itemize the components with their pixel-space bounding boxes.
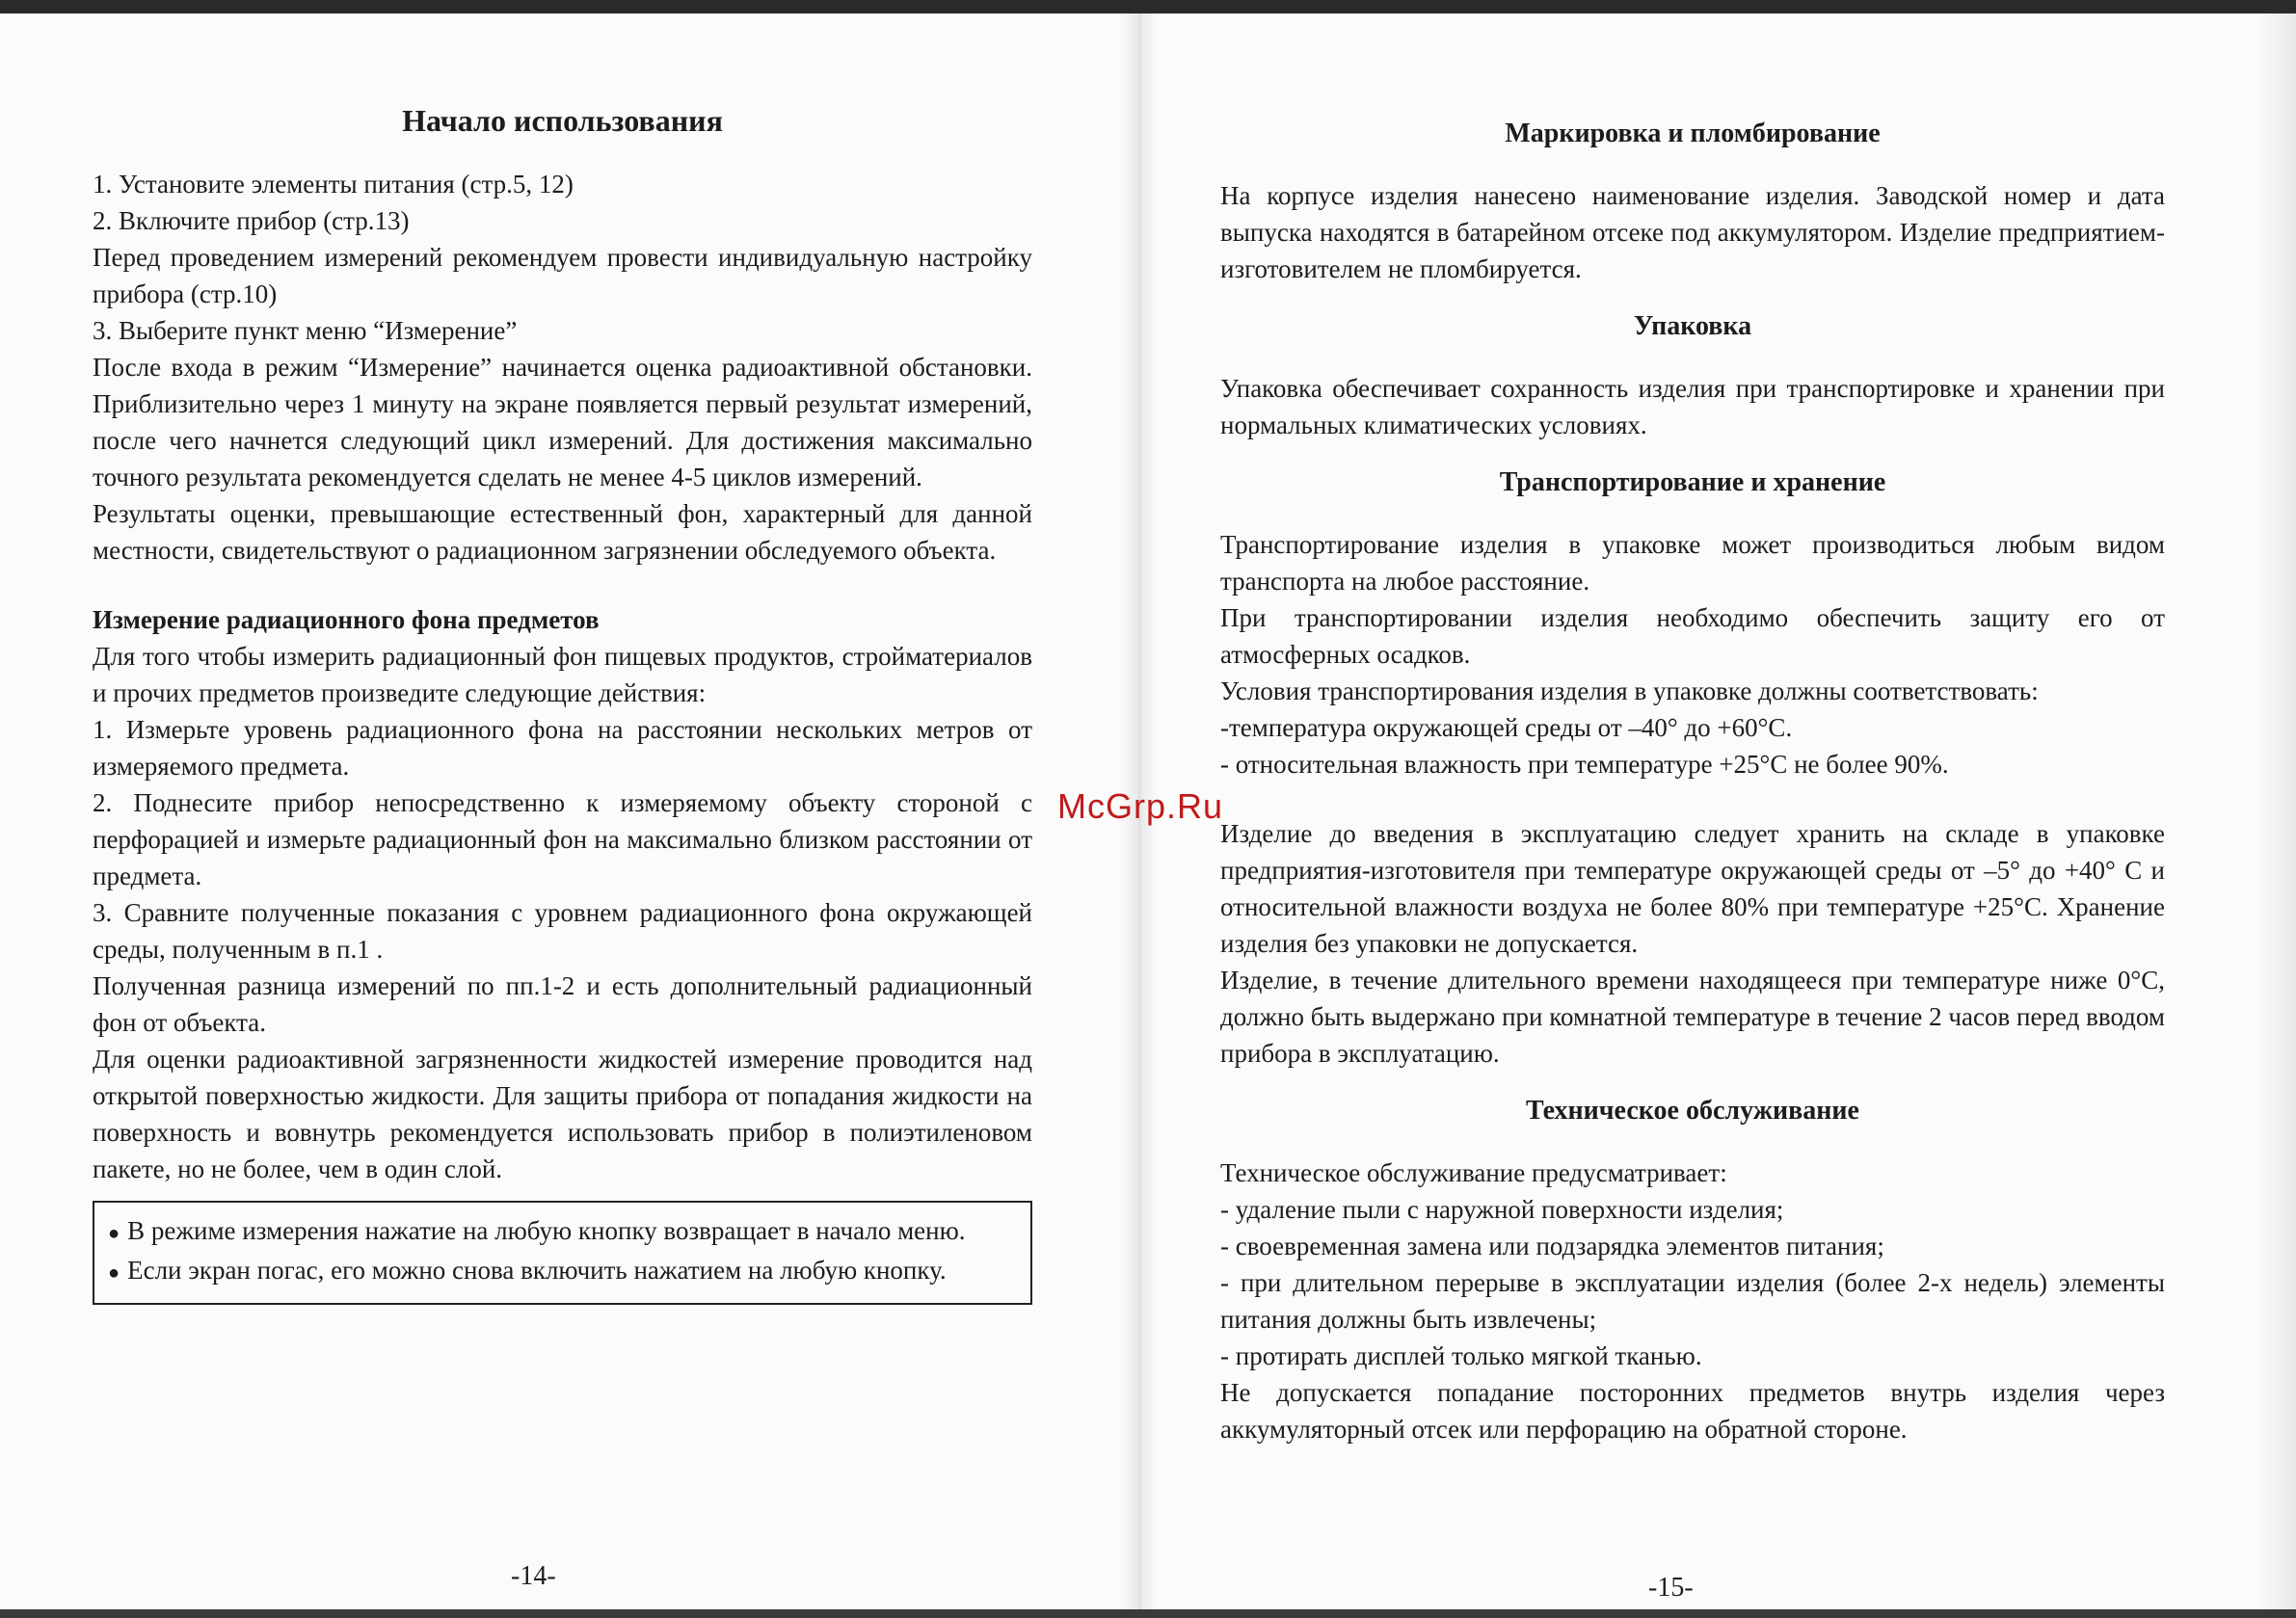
tuning-recommendation: Перед проведением измерений рекомендуем провести индивидуальную настройку прибора (стр.10) xyxy=(93,243,1032,308)
measurement-description: После входа в режим “Измерение” начинается оценка радиоактивной обстановки. Приблизительно через 1 минуту на экране появляется первый результат измерений, после чего начнется следующий цикл измерений. Для достижения максимально точного результата рекомендуется сделать не менее 4-5 циклов измерений. xyxy=(93,353,1032,491)
notice-item xyxy=(108,1252,1019,1291)
notice-box xyxy=(93,1201,1032,1305)
results-note: Результаты оценки, превышающие естественный фон, характерный для данной местности, свидетельствуют о радиационном загрязнении обследуемого объекта. xyxy=(93,499,1032,565)
maintenance-heading: Техническое обслуживание xyxy=(1526,1096,1859,1126)
maintenance-text: - своевременная замена или подзарядка элементов питания; xyxy=(1220,1232,1884,1260)
left-page-content xyxy=(93,93,1032,1305)
maintenance-text: - протирать дисплей только мягкой тканью. xyxy=(1220,1341,1702,1370)
maintenance-text: - удаление пыли с наружной поверхности изделия; xyxy=(1220,1195,1784,1224)
section-heading: Измерение радиационного фона предметов xyxy=(93,605,600,634)
packaging-heading: Упаковка xyxy=(1633,311,1752,341)
watermark: McGrp.Ru xyxy=(1057,786,1224,826)
storage-text: Изделие, в течение длительного времени находящееся при температуре ниже 0°С, должно быть выдержано при комнатной температуре в течение 2 часов перед вводом прибора в эксплуатацию. xyxy=(1220,966,2165,1068)
page-number-left: -14- xyxy=(511,1561,556,1591)
transport-text: -температура окружающей среды от –40° до +60°С. xyxy=(1220,713,1793,742)
difference-note: Полученная разница измерений по пп.1-2 и есть дополнительный радиационный фон от объекта. xyxy=(93,971,1032,1037)
transport-heading: Транспортирование и хранение xyxy=(1499,467,1886,497)
step-3: 3. Выберите пункт меню “Измерение” xyxy=(93,316,518,345)
maintenance-text: Техническое обслуживание предусматривает: xyxy=(1220,1158,1727,1187)
section-step-3: 3. Сравните полученные показания с уровнем радиационного фона окружающей среды, полученным в п.1 . xyxy=(93,898,1032,964)
step-2: 2. Включите прибор (стр.13) xyxy=(93,206,410,235)
page-title: Начало использования xyxy=(402,103,723,138)
notice-item xyxy=(108,1212,1019,1252)
notice-text: В режиме измерения нажатие на любую кнопку возвращает в начало меню. xyxy=(127,1216,966,1245)
section-intro: Для того чтобы измерить радиационный фон пищевых продуктов, стройматериалов и прочих предметов произведите следующие действия: xyxy=(93,642,1032,707)
marking-text: На корпусе изделия нанесено наименование изделия. Заводской номер и дата выпуска находятся в батарейном отсеке под аккумулятором. Изделие предприятием-изготовителем не пломбируется. xyxy=(1220,181,2165,283)
liquids-note: Для оценки радиоактивной загрязненности жидкостей измерение проводится над открытой поверхностью жидкости. Для защиты прибора от попадания жидкости на поверхность и вовнутрь рекомендуется использовать прибор в полиэтиленовом пакете, но не более, чем в один слой. xyxy=(93,1045,1032,1183)
transport-text: - относительная влажность при температуре +25°С не более 90%. xyxy=(1220,750,1949,779)
bullet-icon: ● xyxy=(108,1262,120,1284)
bottom-scan-edge xyxy=(0,1609,2296,1618)
page-edge-shadow xyxy=(2257,13,2296,1609)
section-step-1: 1. Измерьте уровень радиационного фона на расстоянии нескольких метров от измеряемого предмета. xyxy=(93,715,1032,781)
packaging-text: Упаковка обеспечивает сохранность изделия при транспортировке и хранении при нормальных климатических условиях. xyxy=(1220,374,2165,439)
maintenance-text: - при длительном перерыве в эксплуатации изделия (более 2-х недель) элементы питания должны быть извлечены; xyxy=(1220,1268,2165,1334)
marking-heading: Маркировка и пломбирование xyxy=(1505,119,1881,148)
maintenance-text: Не допускается попадание посторонних предметов внутрь изделия через аккумуляторный отсек или перфорацию на обратной стороне. xyxy=(1220,1378,2165,1444)
notice-text: Если экран погас, его можно снова включить нажатием на любую кнопку. xyxy=(127,1256,947,1285)
page-number-right: -15- xyxy=(1648,1573,1694,1603)
section-step-2: 2. Поднесите прибор непосредственно к измеряемому объекту стороной с перфорацией и измерьте радиационный фон на максимально близком расстоянии от предмета. xyxy=(93,788,1032,890)
transport-text: Условия транспортирования изделия в упаковке должны соответствовать: xyxy=(1220,676,2039,705)
bullet-icon: ● xyxy=(108,1223,120,1244)
storage-text: Изделие до введения в эксплуатацию следует хранить на складе в упаковке предприятия-изготовителя при температуре окружающей среды от –5° до +40° С и относительной влажности воздуха не более 80% при температуре +25°С. Хранение изделия без упаковки не допускается. xyxy=(1220,819,2165,958)
transport-text: Транспортирование изделия в упаковке может производиться любым видом транспорта на любое расстояние. xyxy=(1220,530,2165,596)
right-page-content xyxy=(1220,116,2165,1447)
step-1: 1. Установите элементы питания (стр.5, 12) xyxy=(93,170,574,199)
transport-text: При транспортировании изделия необходимо обеспечить защиту его от атмосферных осадков. xyxy=(1220,603,2165,669)
top-scan-edge xyxy=(0,0,2296,13)
